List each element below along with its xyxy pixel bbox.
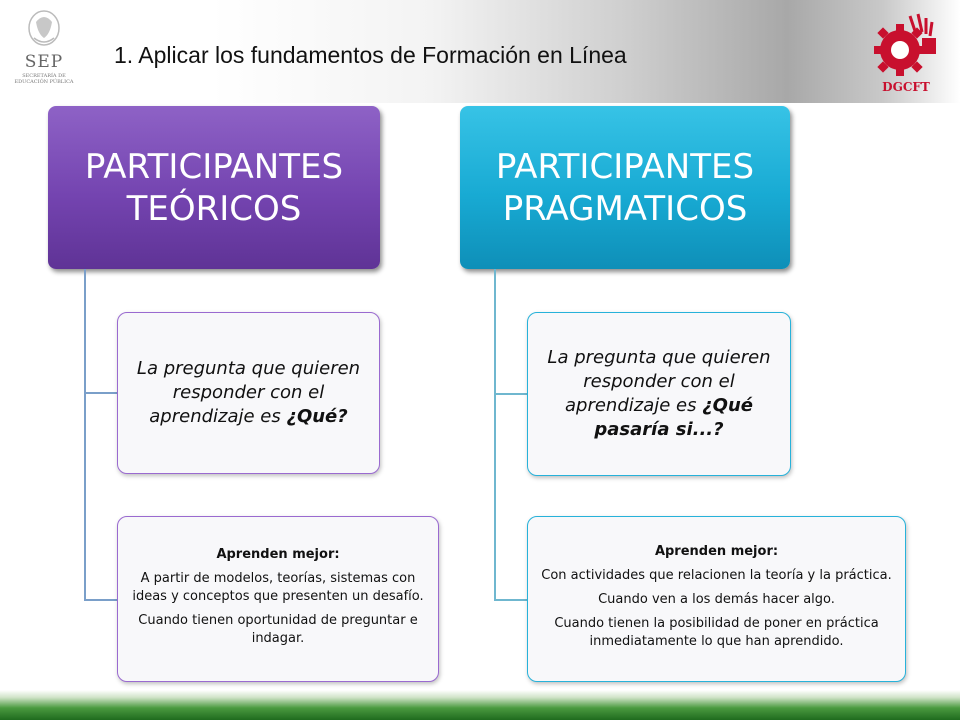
sep-logo-text: SEP	[24, 52, 64, 72]
slide-title: 1. Aplicar los fundamentos de Formación en Línea	[114, 42, 627, 68]
dgcft-logo-text: DGCFT	[882, 80, 930, 94]
connector-line	[494, 393, 528, 395]
heading-line-2: TEÓRICOS	[126, 188, 302, 229]
sep-logo-subtitle: SECRETARÍA DE EDUCACIÓN PÚBLICA	[14, 73, 74, 85]
question-emphasis: ¿Qué pasaría si...?	[594, 395, 753, 440]
heading-line-1: PARTICIPANTES	[495, 146, 755, 187]
connector-line	[84, 599, 118, 601]
heading-line-1: PARTICIPANTES	[84, 146, 344, 187]
learn-label: Aprenden mejor:	[654, 543, 779, 559]
learn-item: Cuando tienen la posibilidad de poner en práctica inmediatamente lo que han aprendido.	[554, 615, 879, 649]
connector-line	[84, 269, 86, 601]
learn-item: Cuando tienen oportunidad de preguntar e indagar.	[138, 612, 418, 646]
heading-participantes-pragmaticos	[460, 106, 790, 269]
heading-participantes-teoricos	[48, 106, 380, 269]
question-text: La pregunta que quieren responder con el aprendizaje es ¿Qué?	[136, 358, 361, 427]
question-emphasis: ¿Qué?	[286, 406, 348, 427]
learn-box-pragmaticos	[527, 516, 906, 682]
learn-item: Con actividades que relacionen la teoría y la práctica.	[541, 567, 892, 583]
national-seal-icon	[26, 8, 62, 48]
connector-line	[84, 392, 118, 394]
sep-logo	[8, 6, 80, 96]
footer-bar	[0, 690, 960, 720]
question-box-pragmaticos	[527, 312, 791, 476]
connector-line	[494, 269, 496, 601]
learn-box-teoricos	[117, 516, 439, 682]
learn-label: Aprenden mejor:	[216, 546, 340, 562]
question-text: La pregunta que quieren responder con el aprendizaje es ¿Qué pasaría si...?	[547, 347, 771, 440]
learn-item: A partir de modelos, teorías, sistemas con ideas y conceptos que presenten un desafío.	[132, 570, 424, 604]
question-box-teoricos	[117, 312, 380, 474]
connector-line	[494, 599, 528, 601]
dgcft-logo	[866, 12, 946, 98]
gear-icon	[866, 12, 946, 78]
heading-line-2: PRAGMATICOS	[502, 188, 748, 229]
learn-item: Cuando ven a los demás hacer algo.	[598, 591, 835, 607]
header-band	[0, 0, 960, 103]
